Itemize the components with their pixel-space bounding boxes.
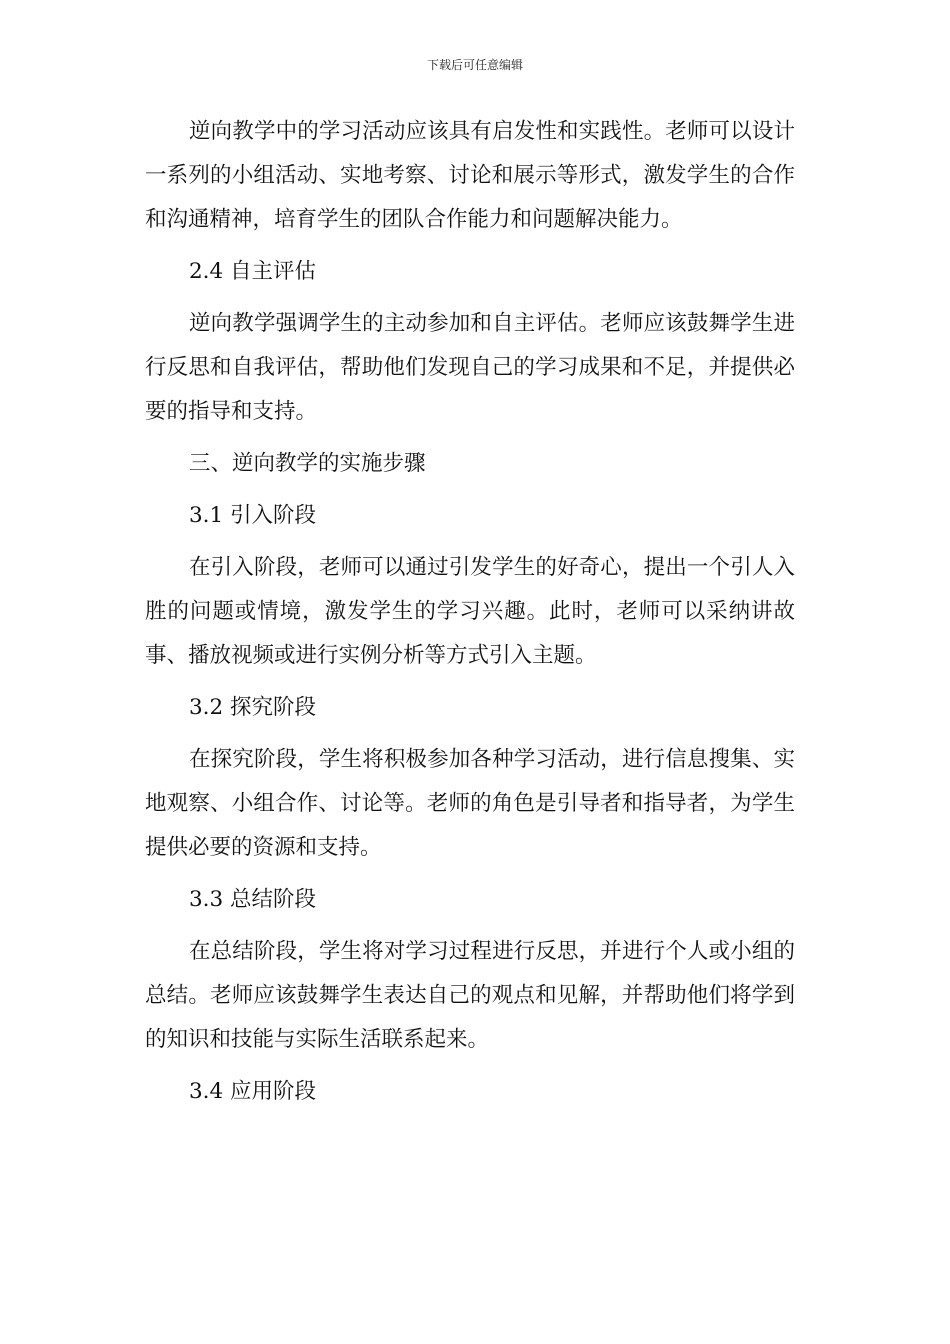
section-heading-2-4: 2.4 自主评估 xyxy=(189,259,317,284)
paragraph-self-assessment: 逆向教学强调学生的主动参加和自主评估。老师应该鼓舞学生进行反思和自我评估，帮助他们发现自己的学习成果和不足，并提供必要的指导和支持。 xyxy=(145,311,795,424)
section-heading-3-3: 3.3 总结阶段 xyxy=(189,887,317,912)
paragraph-exploration-stage: 在探究阶段，学生将积极参加各种学习活动，进行信息搜集、实地观察、小组合作、讨论等。老师的角色是引导者和指导者，为学生提供必要的资源和支持。 xyxy=(145,747,795,860)
paragraph-introduction-stage: 在引入阶段，老师可以通过引发学生的好奇心，提出一个引人入胜的问题或情境，激发学生的学习兴趣。此时，老师可以采纳讲故事、播放视频或进行实例分析等方式引入主题。 xyxy=(145,555,795,668)
section-heading-3-2: 3.2 探究阶段 xyxy=(189,695,317,720)
section-heading-3-1: 3.1 引入阶段 xyxy=(189,503,317,528)
paragraph-summary-stage: 在总结阶段，学生将对学习过程进行反思，并进行个人或小组的总结。老师应该鼓舞学生表达自己的观点和见解，并帮助他们将学到的知识和技能与实际生活联系起来。 xyxy=(145,939,795,1052)
paragraph-learning-activities: 逆向教学中的学习活动应该具有启发性和实践性。老师可以设计一系列的小组活动、实地考察、讨论和展示等形式，激发学生的合作和沟通精神，培育学生的团队合作能力和问题解决能力。 xyxy=(145,119,795,232)
section-heading-3-4: 3.4 应用阶段 xyxy=(189,1079,317,1104)
page-header: 下载后可任意编辑 xyxy=(426,58,523,72)
document-body xyxy=(145,110,795,1114)
chapter-heading-3: 三、逆向教学的实施步骤 xyxy=(189,451,426,476)
